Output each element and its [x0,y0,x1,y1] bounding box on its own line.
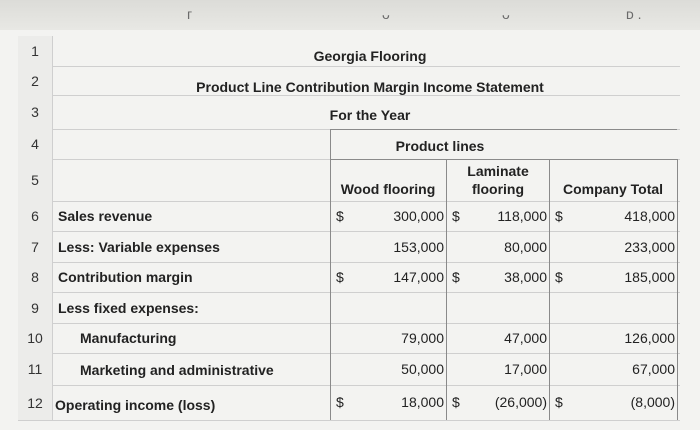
total-value: 233,000 [624,239,675,255]
currency-symbol: $ [555,269,563,285]
wood-value: 300,000 [393,208,444,224]
wood-value: 50,000 [401,361,444,377]
row-header[interactable]: 7 [18,231,52,263]
row-header[interactable]: 4 [18,129,52,160]
laminate-value: 80,000 [504,239,547,255]
row-header[interactable]: 3 [18,95,52,130]
total-value: (8,000) [630,394,675,410]
wood-value: 18,000 [401,394,444,410]
row-header[interactable]: 6 [18,201,52,232]
total-value: 418,000 [624,208,675,224]
column-header-glyph: ᴅ . [626,6,642,22]
row-label: Contribution margin [58,269,193,285]
total-value: 185,000 [624,269,675,285]
laminate-value: 118,000 [497,208,547,224]
row-header[interactable]: 12 [18,385,52,421]
total-value: 67,000 [632,361,675,377]
product-lines-header: Product lines [395,138,485,154]
row-header[interactable]: 1 [18,36,52,67]
currency-symbol: $ [336,394,344,410]
currency-symbol: $ [452,394,460,410]
statement-period: For the Year [329,107,411,123]
column-header-glyph: ᴗ [502,6,510,22]
company-total-header: Company Total [562,181,664,197]
column-header-strip [0,0,700,30]
company-name: Georgia Flooring [313,48,427,64]
currency-symbol: $ [555,394,563,410]
wood-value: 79,000 [401,330,444,346]
row-label: Operating income (loss) [55,397,216,413]
statement-title: Product Line Contribution Margin Income Statement [196,79,544,95]
row-header[interactable]: 9 [18,292,52,324]
laminate-value: (26,000) [494,394,547,410]
currency-symbol: $ [452,269,460,285]
currency-symbol: $ [336,208,344,224]
row-label: Sales revenue [58,208,153,224]
wood-value: 147,000 [393,269,444,285]
currency-symbol: $ [336,269,344,285]
row-header[interactable]: 5 [18,159,52,202]
wood-value: 153,000 [393,239,444,255]
row-label: Marketing and administrative [80,362,274,378]
laminate-header-line1: Laminate [467,163,529,179]
column-header-glyph: ᴗ [382,6,390,22]
row-label: Manufacturing [80,330,177,346]
row-label: Less fixed expenses: [58,300,199,316]
row-header[interactable]: 10 [18,323,52,354]
laminate-header-line2: flooring [471,181,525,197]
currency-symbol: $ [555,208,563,224]
row-label: Less: Variable expenses [58,239,220,255]
laminate-value: 38,000 [504,269,547,285]
laminate-value: 17,000 [504,361,547,377]
row-header[interactable]: 11 [18,353,52,386]
wood-flooring-header: Wood flooring [340,181,436,197]
laminate-value: 47,000 [504,330,547,346]
column-header-glyph: ᴦ [187,6,193,22]
total-value: 126,000 [624,330,675,346]
row-header[interactable]: 8 [18,262,52,293]
row-header[interactable]: 2 [18,66,52,96]
currency-symbol: $ [452,208,460,224]
